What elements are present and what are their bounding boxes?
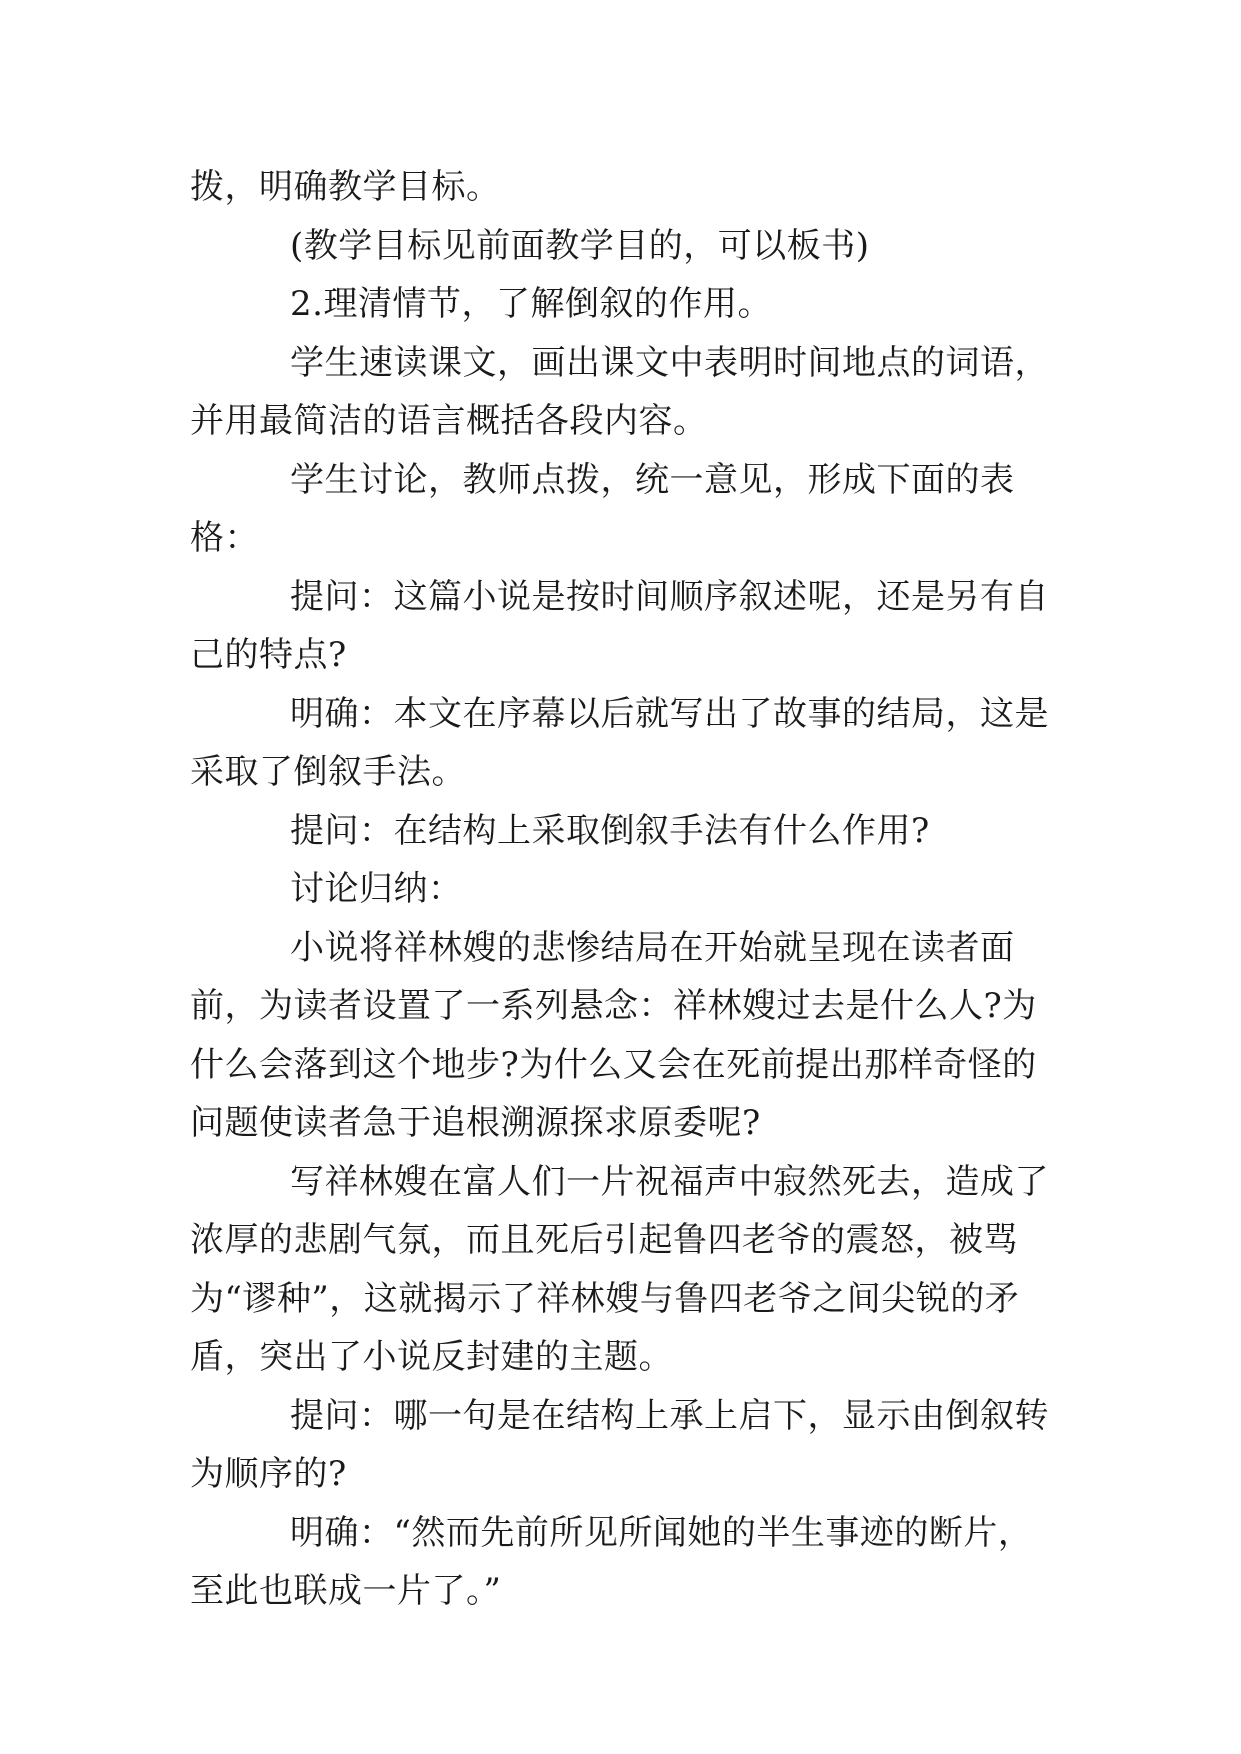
paragraph: 学生讨论，教师点拨，统一意见，形成下面的表格： [190,459,1015,558]
paragraph: 拨，明确教学目标。 [190,167,501,207]
paragraph: 明确：“然而先前所见所闻她的半生事迹的断片，至此也联成一片了。” [190,1512,1033,1611]
paragraph: (教学目标见前面教学目的，可以板书) [290,225,870,266]
document-body [190,158,1060,1621]
paragraph: 写祥林嫂在富人们一片祝福声中寂然死去，造成了浓厚的悲剧气氛，而且死后引起鲁四老爷的震怒，被骂为“谬种”，这就揭示了祥林嫂与鲁四老爷之间尖锐的矛盾，突出了小说反封建的主题。 [190,1161,1049,1377]
paragraph: 小说将祥林嫂的悲惨结局在开始就呈现在读者面前，为读者设置了一系列悬念：祥林嫂过去是什么人?为什么会落到这个地步?为什么又会在死前提出那样奇怪的问题使读者急于追根溯源探求原委呢? [190,927,1037,1143]
paragraph: 讨论归纳： [290,869,463,909]
paragraph: 提问：在结构上采取倒叙手法有什么作用? [290,810,930,851]
paragraph: 提问：这篇小说是按时间顺序叙述呢，还是另有自己的特点? [190,576,1049,675]
paragraph: 明确：本文在序幕以后就写出了故事的结局，这是采取了倒叙手法。 [190,693,1049,792]
paragraph: 2.理清情节，了解倒叙的作用。 [290,284,772,324]
paragraph: 提问：哪一句是在结构上承上启下，显示由倒叙转为顺序的? [190,1395,1049,1494]
paragraph: 学生速读课文，画出课文中表明时间地点的词语，并用最简洁的语言概括各段内容。 [190,342,1049,441]
